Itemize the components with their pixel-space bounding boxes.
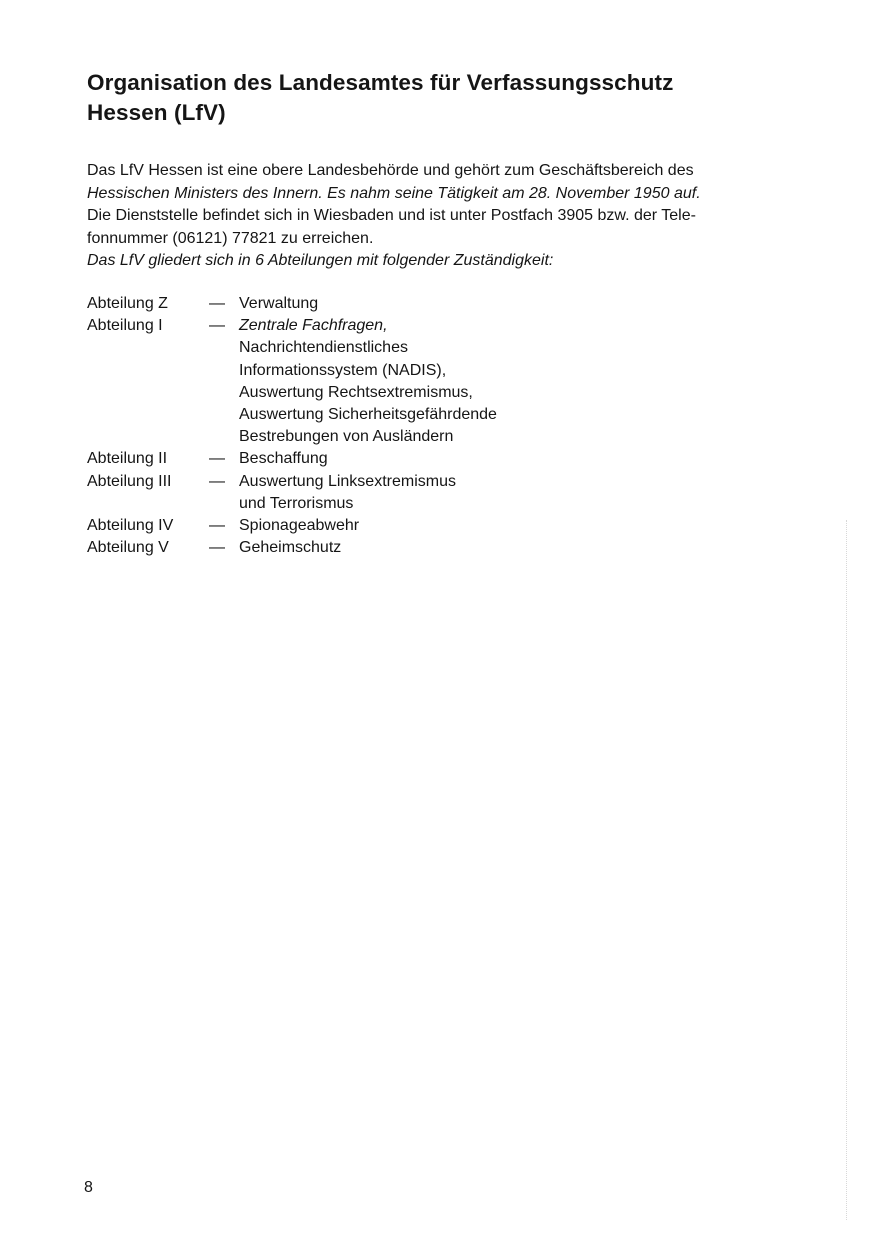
responsibility-line: Bestrebungen von Ausländern — [239, 428, 454, 446]
department-responsibilities — [239, 471, 687, 515]
responsibility-line: Informationssystem (NADIS), — [239, 361, 447, 379]
page-title — [87, 68, 787, 128]
department-name: Abteilung II — [87, 450, 168, 468]
intro-line-3: Die Dienststelle befindet sich in Wiesbaden und ist unter Postfach 3905 bzw. der Tele- — [87, 207, 696, 224]
responsibility-line: und Terrorismus — [239, 494, 354, 512]
responsibility-line: Spionageabwehr — [239, 517, 360, 535]
department-iii — [87, 471, 687, 515]
intro-line-2: Hessischen Ministers des Innern. Es nahm seine Tätigkeit am 28. November 1950 auf. — [87, 184, 701, 202]
responsibility-line: Auswertung Rechtsextremismus, — [239, 383, 473, 401]
department-v — [87, 537, 687, 559]
responsibility-line: Geheimschutz — [239, 539, 342, 557]
department-name: Abteilung III — [87, 472, 172, 490]
department-ii — [87, 448, 687, 470]
intro-paragraph — [87, 160, 807, 273]
responsibility-line: Zentrale Fachfragen, — [239, 317, 388, 335]
responsibility-line: Auswertung Sicherheitsgefährdende — [239, 406, 497, 424]
responsibility-line: Beschaffung — [239, 450, 328, 468]
responsibility-line: Verwaltung — [239, 295, 319, 312]
department-responsibilities — [239, 315, 687, 448]
department-responsibilities — [239, 448, 687, 470]
department-dash: — — [209, 517, 225, 535]
intro-line-1: Das LfV Hessen ist eine obere Landesbehörde und gehört zum Geschäftsbereich des — [87, 162, 694, 179]
department-dash: — — [209, 539, 225, 557]
department-iv — [87, 515, 687, 537]
department-name: Abteilung I — [87, 317, 163, 335]
intro-line-5: Das LfV gliedert sich in 6 Abteilungen mit folgender Zuständigkeit: — [87, 252, 554, 269]
department-i — [87, 315, 687, 448]
department-responsibilities — [239, 515, 687, 537]
department-name: Abteilung IV — [87, 517, 174, 535]
department-dash: — — [209, 472, 225, 490]
department-dash: — — [209, 317, 225, 335]
page-title-line-2: Hessen (LfV) — [87, 100, 226, 125]
department-name: Abteilung Z — [87, 295, 168, 312]
department-responsibilities — [239, 293, 687, 315]
department-list — [87, 293, 687, 559]
intro-line-4: fonnummer (06121) 77821 zu erreichen. — [87, 229, 374, 247]
scan-edge-mark — [846, 520, 848, 1220]
page-number: 8 — [84, 1179, 93, 1196]
responsibility-line: Auswertung Linksextremismus — [239, 472, 456, 490]
department-responsibilities — [239, 537, 687, 559]
department-z — [87, 293, 687, 315]
department-dash: — — [209, 450, 225, 468]
department-dash: — — [209, 295, 225, 312]
page-title-line-1: Organisation des Landesamtes für Verfassungsschutz — [87, 70, 674, 95]
department-name: Abteilung V — [87, 539, 169, 557]
responsibility-line: Nachrichtendienstliches — [239, 339, 408, 357]
